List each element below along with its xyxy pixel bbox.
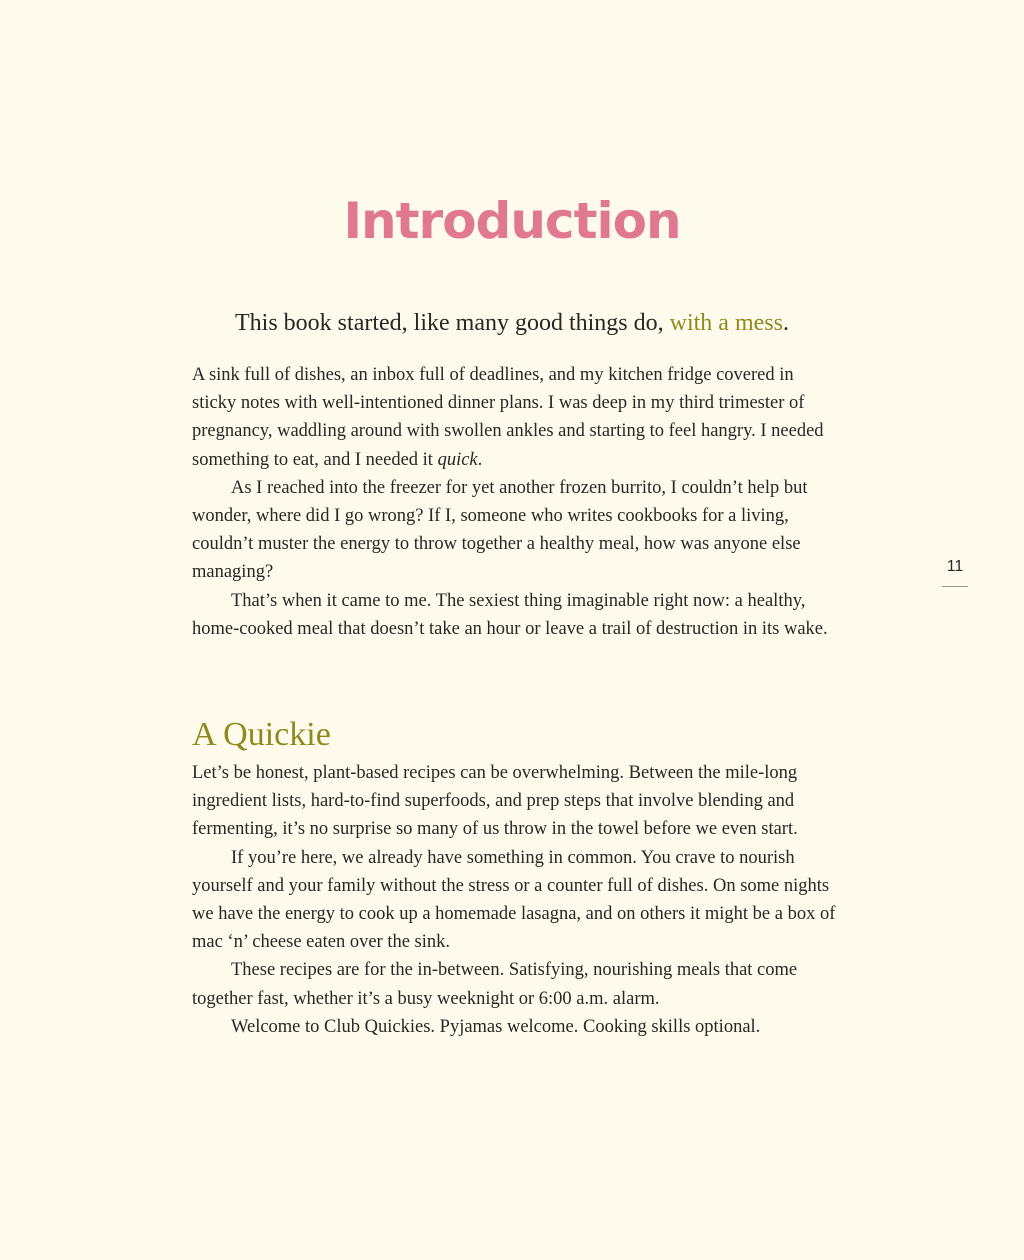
page-number-rule (942, 586, 968, 587)
intro-paragraph-1 (192, 361, 842, 474)
section-heading: A Quickie (192, 716, 331, 753)
section-paragraph-3: These recipes are for the in-between. Satisfying, nourishing meals that come together fast, whether it’s a busy weeknight or 6:00 a.m. alarm. (192, 960, 798, 1009)
section-paragraph-1: Let’s be honest, plant-based recipes can be overwhelming. Between the mile-long ingredient lists, hard-to-find superfoods, and prep steps that involve blending and fermenting, it’s no surprise so many of us throw in the towel before we even start. (192, 763, 798, 840)
intro-paragraph-2: As I reached into the freezer for yet another frozen burrito, I couldn’t help but wonder, where did I go wrong? If I, someone who writes cookbooks for a living, couldn’t muster the energy to throw together a healthy meal, how was anyone else managing? (192, 477, 808, 583)
section-body (192, 759, 842, 1041)
intro-paragraph-1-text: A sink full of dishes, an inbox full of deadlines, and my kitchen fridge covered in sticky notes with well-intentioned dinner plans. I was deep in my third trimester of pregnancy, waddling around with swollen ankles and starting to feel hangry. I needed something to eat, and I needed it (192, 365, 824, 470)
intro-paragraph-1-emphasis: quick (437, 449, 478, 470)
intro-paragraph-1-end: . (477, 449, 483, 470)
section-paragraph-4: Welcome to Club Quickies. Pyjamas welcome. Cooking skills optional. (231, 1016, 761, 1037)
chapter-title: Introduction (343, 192, 681, 250)
intro-paragraph-3: That’s when it came to me. The sexiest thing imaginable right now: a healthy, home-cooked meal that doesn’t take an hour or leave a trail of destruction in its wake. (192, 590, 828, 639)
intro-body (192, 361, 842, 643)
lede-accent-text: with a mess (669, 310, 783, 336)
page-number: 11 (946, 558, 964, 575)
lede-text: This book started, like many good things do, (235, 310, 670, 336)
lede-sentence (0, 306, 1024, 340)
section-paragraph-2: If you’re here, we already have something in common. You crave to nourish yourself and your family without the stress or a counter full of dishes. On some nights we have the energy to cook up a homemade lasagna, and on others it might be a box of mac ‘n’ cheese eaten over the sink. (192, 847, 836, 953)
lede-end-punctuation: . (782, 310, 789, 336)
